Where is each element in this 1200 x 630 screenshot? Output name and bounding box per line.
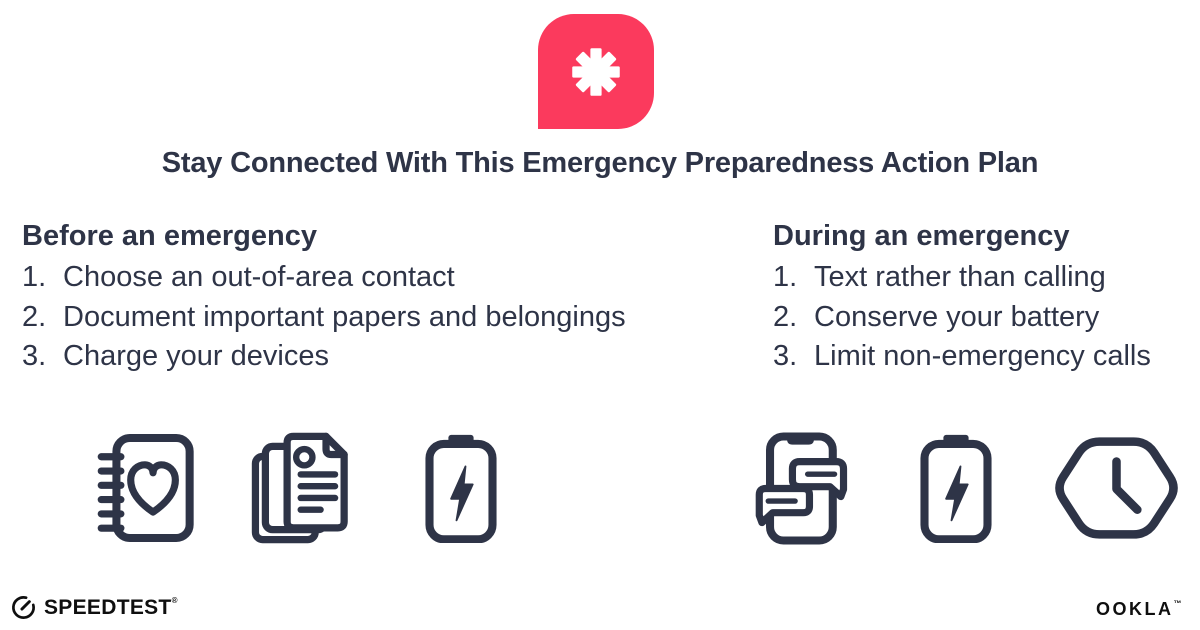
during-icons-row: [753, 427, 1183, 549]
battery-charge-icon: [920, 433, 992, 543]
list-item: [22, 337, 722, 377]
asterisk-icon: [563, 39, 629, 105]
phone-messages-icon: [753, 432, 848, 545]
list-text: Charge your devices: [63, 340, 329, 372]
trademark-mark: ®: [171, 595, 178, 605]
list-text: Text rather than calling: [814, 261, 1106, 293]
speedtest-gauge-icon: [10, 594, 37, 621]
list-number: 3.: [22, 340, 47, 372]
list-text: Limit non-emergency calls: [814, 340, 1151, 372]
speedtest-wordmark: SPEEDTEST®: [44, 595, 178, 619]
list-text: Conserve your battery: [814, 300, 1100, 333]
list-number: 2.: [22, 300, 47, 333]
list-item: [773, 258, 1193, 298]
list-text: Document important papers and belongings: [63, 300, 626, 333]
before-heading: Before an emergency: [22, 220, 317, 252]
list-item: [22, 258, 722, 298]
list-item: [22, 298, 722, 338]
ookla-wordmark: OOKLA: [1096, 599, 1174, 619]
speedtest-logo: [10, 594, 178, 621]
list-number: 1.: [773, 261, 798, 293]
list-number: 2.: [773, 300, 798, 333]
trademark-mark: ™: [1173, 599, 1184, 608]
during-heading: During an emergency: [773, 220, 1070, 252]
before-icons-row: [95, 427, 497, 549]
list-number: 1.: [22, 261, 47, 293]
ookla-logo: [1096, 599, 1184, 620]
page-title: Stay Connected With This Emergency Preparedness Action Plan: [161, 147, 1039, 179]
list-item: [773, 298, 1193, 338]
before-column: [22, 219, 722, 377]
list-number: 3.: [773, 340, 798, 372]
contact-book-icon: [95, 428, 195, 548]
battery-charge-icon: [425, 433, 497, 543]
during-column: [773, 219, 1193, 377]
document-stack-icon: [250, 428, 355, 548]
clock-hexagon-icon: [1050, 434, 1183, 542]
list-item: [773, 337, 1193, 377]
list-text: Choose an out-of-area contact: [63, 261, 455, 293]
emergency-badge: [538, 14, 654, 129]
